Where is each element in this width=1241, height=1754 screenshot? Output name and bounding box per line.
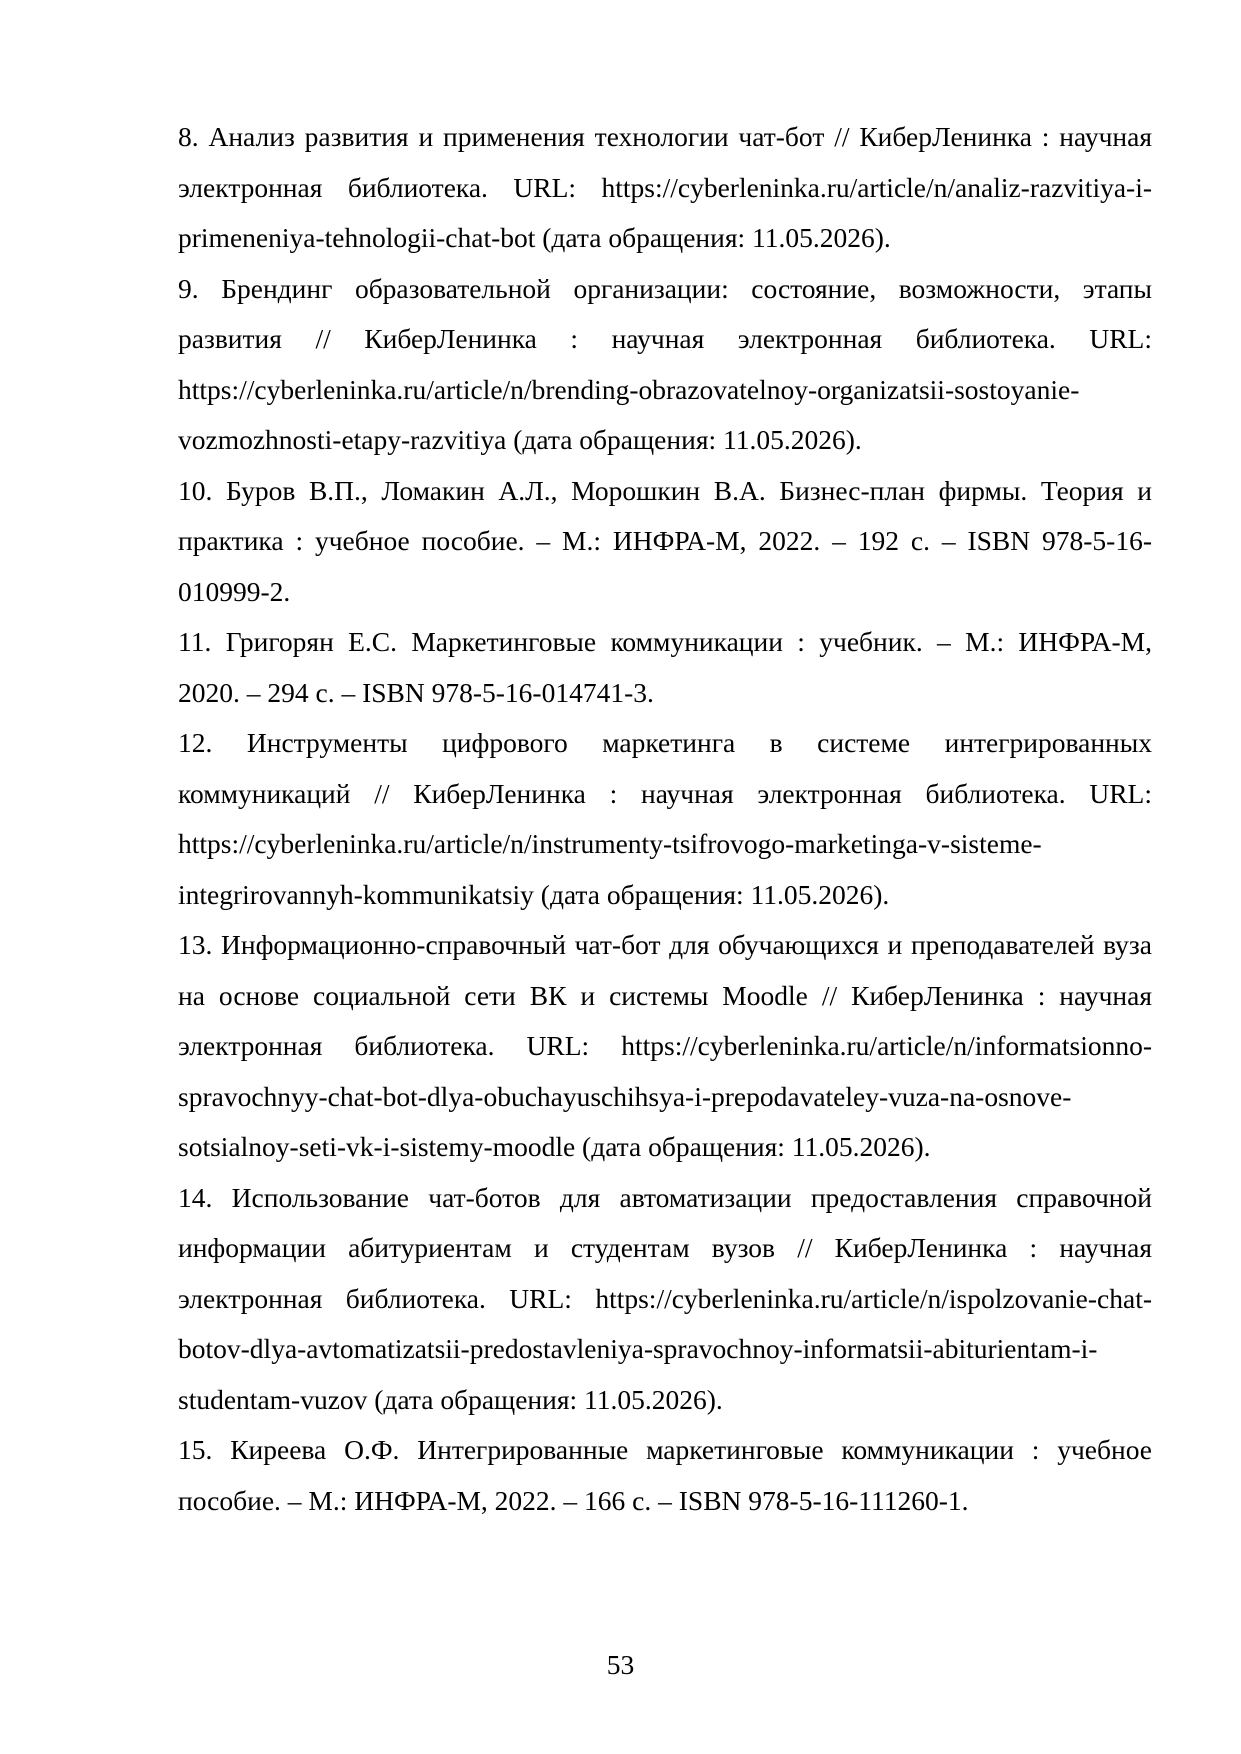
- reference-item-15: 15. Киреева О.Ф. Интегрированные маркетинговые коммуникации : учебное пособие. – М.: ИНФРА-М, 2022. – 166 с. – ISBN 978-5-16-111260-1.: [178, 1434, 1152, 1516]
- reference-list: [178, 112, 1152, 1526]
- reference-item-14: 14. Использование чат-ботов для автоматизации предоставления справочной информации абитуриентам и студентам вузов // КиберЛенинка : научная электронная библиотека. URL: https://cyberleninka.ru/article/n/ispolzovanie-chat-botov-dlya-avtomatizatsii-predostavleniya-spravochnoy-informatsii-abiturientam-i-studentam-vuzov (дата обращения: 11.05.2026).: [178, 1181, 1152, 1415]
- reference-item-9: 9. Брендинг образовательной организации: состояние, возможности, этапы развития // КиберЛенинка : научная электронная библиотека. URL: https://cyberleninka.ru/article/n/brending-obrazovatelnoy-organizatsii-sostoyanie-vozmozhnosti-etapy-razvitiya (дата обращения: 11.05.2026).: [178, 272, 1152, 455]
- reference-item-11: 11. Григорян Е.С. Маркетинговые коммуникации : учебник. – М.: ИНФРА-М, 2020. – 294 с. – ISBN 978-5-16-014741-3.: [178, 626, 1152, 708]
- page-number: 53: [606, 1649, 635, 1680]
- reference-item-8: 8. Анализ развития и применения технологии чат-бот // КиберЛенинка : научная электронная библиотека. URL: https://cyberleninka.ru/article/n/analiz-razvitiya-i-primeneniya-tehnologii-chat-bot (дата обращения: 11.05.2026).: [178, 121, 1152, 253]
- reference-item-10: 10. Буров В.П., Ломакин А.Л., Морошкин В.А. Бизнес-план фирмы. Теория и практика : учебное пособие. – М.: ИНФРА-М, 2022. – 192 с. – ISBN 978-5-16-010999-2.: [178, 474, 1152, 607]
- reference-item-13: 13. Информационно-справочный чат-бот для обучающихся и преподавателей вуза на основе социальной сети ВК и системы Moodle // КиберЛенинка : научная электронная библиотека. URL: https://cyberleninka.ru/article/n/informatsionno-spravochnyy-chat-bot-dlya-obuchayuschihsya-i-prepodavateley-vuza-na-osnove-sotsialnoy-seti-vk-i-sistemy-moodle (дата обращения: 11.05.2026).: [178, 929, 1152, 1162]
- reference-item-12: 12. Инструменты цифрового маркетинга в системе интегрированных коммуникаций // КиберЛенинка : научная электронная библиотека. URL: https://cyberleninka.ru/article/n/instrumenty-tsifrovogo-marketinga-v-sisteme-integrirovannyh-kommunikatsiy (дата обращения: 11.05.2026).: [178, 727, 1152, 910]
